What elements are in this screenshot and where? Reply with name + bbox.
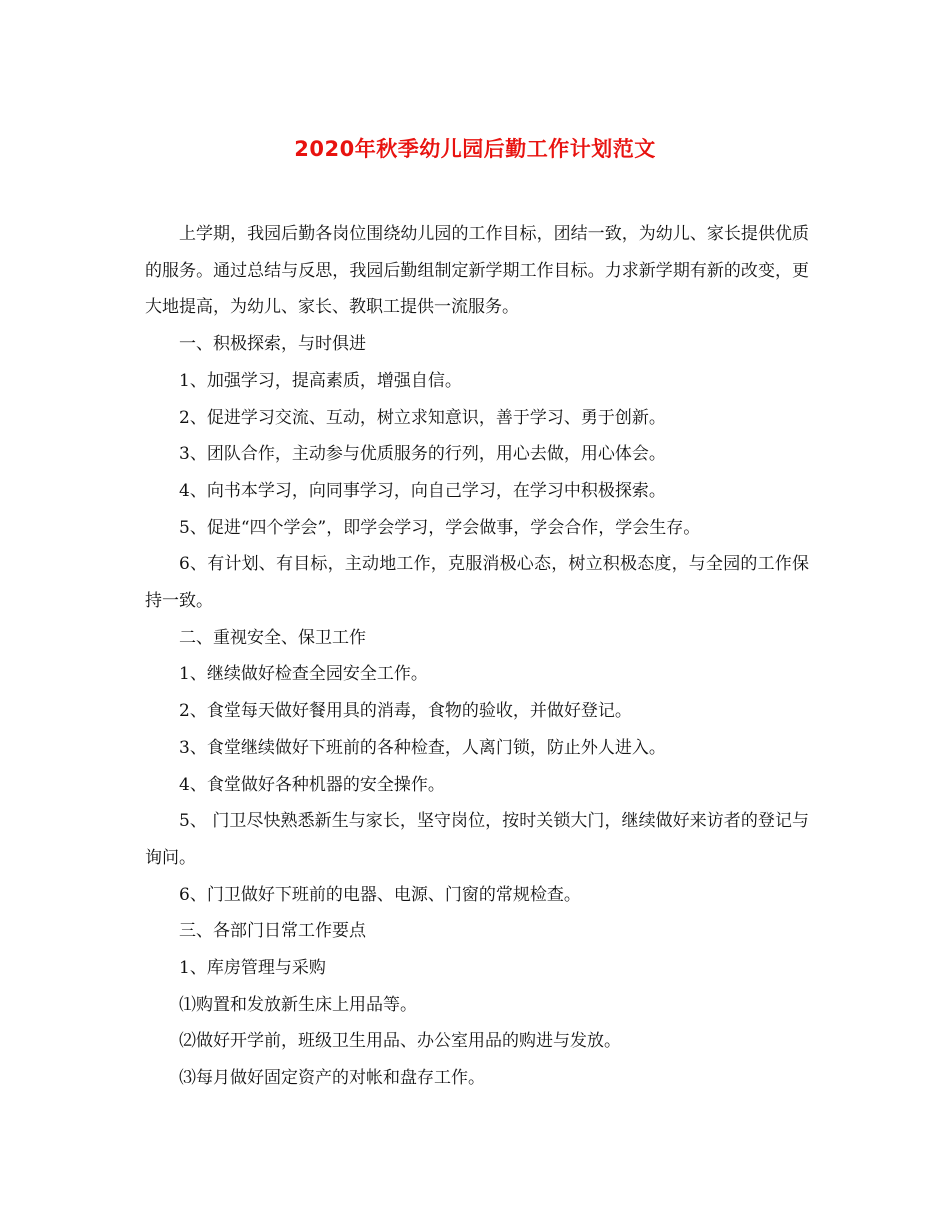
- list-item: ⑴购置和发放新生床上用品等。: [179, 994, 417, 1015]
- list-item: 1、加强学习，提高素质，增强自信。: [179, 370, 462, 391]
- list-item: 3、食堂继续做好下班前的各种检查，人离门锁，防止外人进入。: [179, 737, 666, 758]
- list-item: 6、有计划、有目标，主动地工作，克服消极心态，树立积极态度，与全园的工作保持一致。: [145, 554, 809, 612]
- list-item: ⑶每月做好固定资产的对帐和盘存工作。: [179, 1068, 485, 1089]
- document-body: [145, 216, 809, 1097]
- list-item: 2、食堂每天做好餐用具的消毒，食物的验收，并做好登记。: [179, 701, 632, 722]
- document-title: 2020年秋季幼儿园后勤工作计划范文: [294, 137, 656, 161]
- section-heading-1: 一、积极探索，与时俱进: [179, 334, 366, 355]
- list-item: 5、 门卫尽快熟悉新生与家长，坚守岗位，按时关锁大门，继续做好来访者的登记与询问。: [145, 811, 809, 868]
- list-item: 4、向书本学习，向同事学习，向自己学习，在学习中积极探索。: [179, 480, 666, 501]
- list-item: 4、食堂做好各种机器的安全操作。: [179, 774, 445, 795]
- intro-paragraph: 上学期，我园后勤各岗位围绕幼儿园的工作目标，团结一致，为幼儿、家长提供优质的服务。通过总结与反思，我园后勤组制定新学期工作目标。力求新学期有新的改变，更大地提高，为幼儿、家长、教职工提供一流服务。: [145, 224, 809, 318]
- list-item: 1、继续做好检查全园安全工作。: [179, 664, 428, 685]
- section-heading-2: 二、重视安全、保卫工作: [179, 627, 366, 648]
- list-item: ⑵做好开学前，班级卫生用品、办公室用品的购进与发放。: [179, 1031, 621, 1052]
- list-item: 6、门卫做好下班前的电器、电源、门窗的常规检查。: [179, 884, 581, 905]
- list-item: 3、团队合作，主动参与优质服务的行列，用心去做，用心体会。: [179, 444, 666, 465]
- list-item: 5、促进“四个学会”，即学会学习，学会做事，学会合作，学会生存。: [179, 517, 701, 538]
- sub-heading: 1、库房管理与采购: [179, 958, 326, 979]
- section-heading-3: 三、各部门日常工作要点: [179, 921, 366, 942]
- list-item: 2、促进学习交流、互动，树立求知意识，善于学习、勇于创新。: [179, 407, 666, 428]
